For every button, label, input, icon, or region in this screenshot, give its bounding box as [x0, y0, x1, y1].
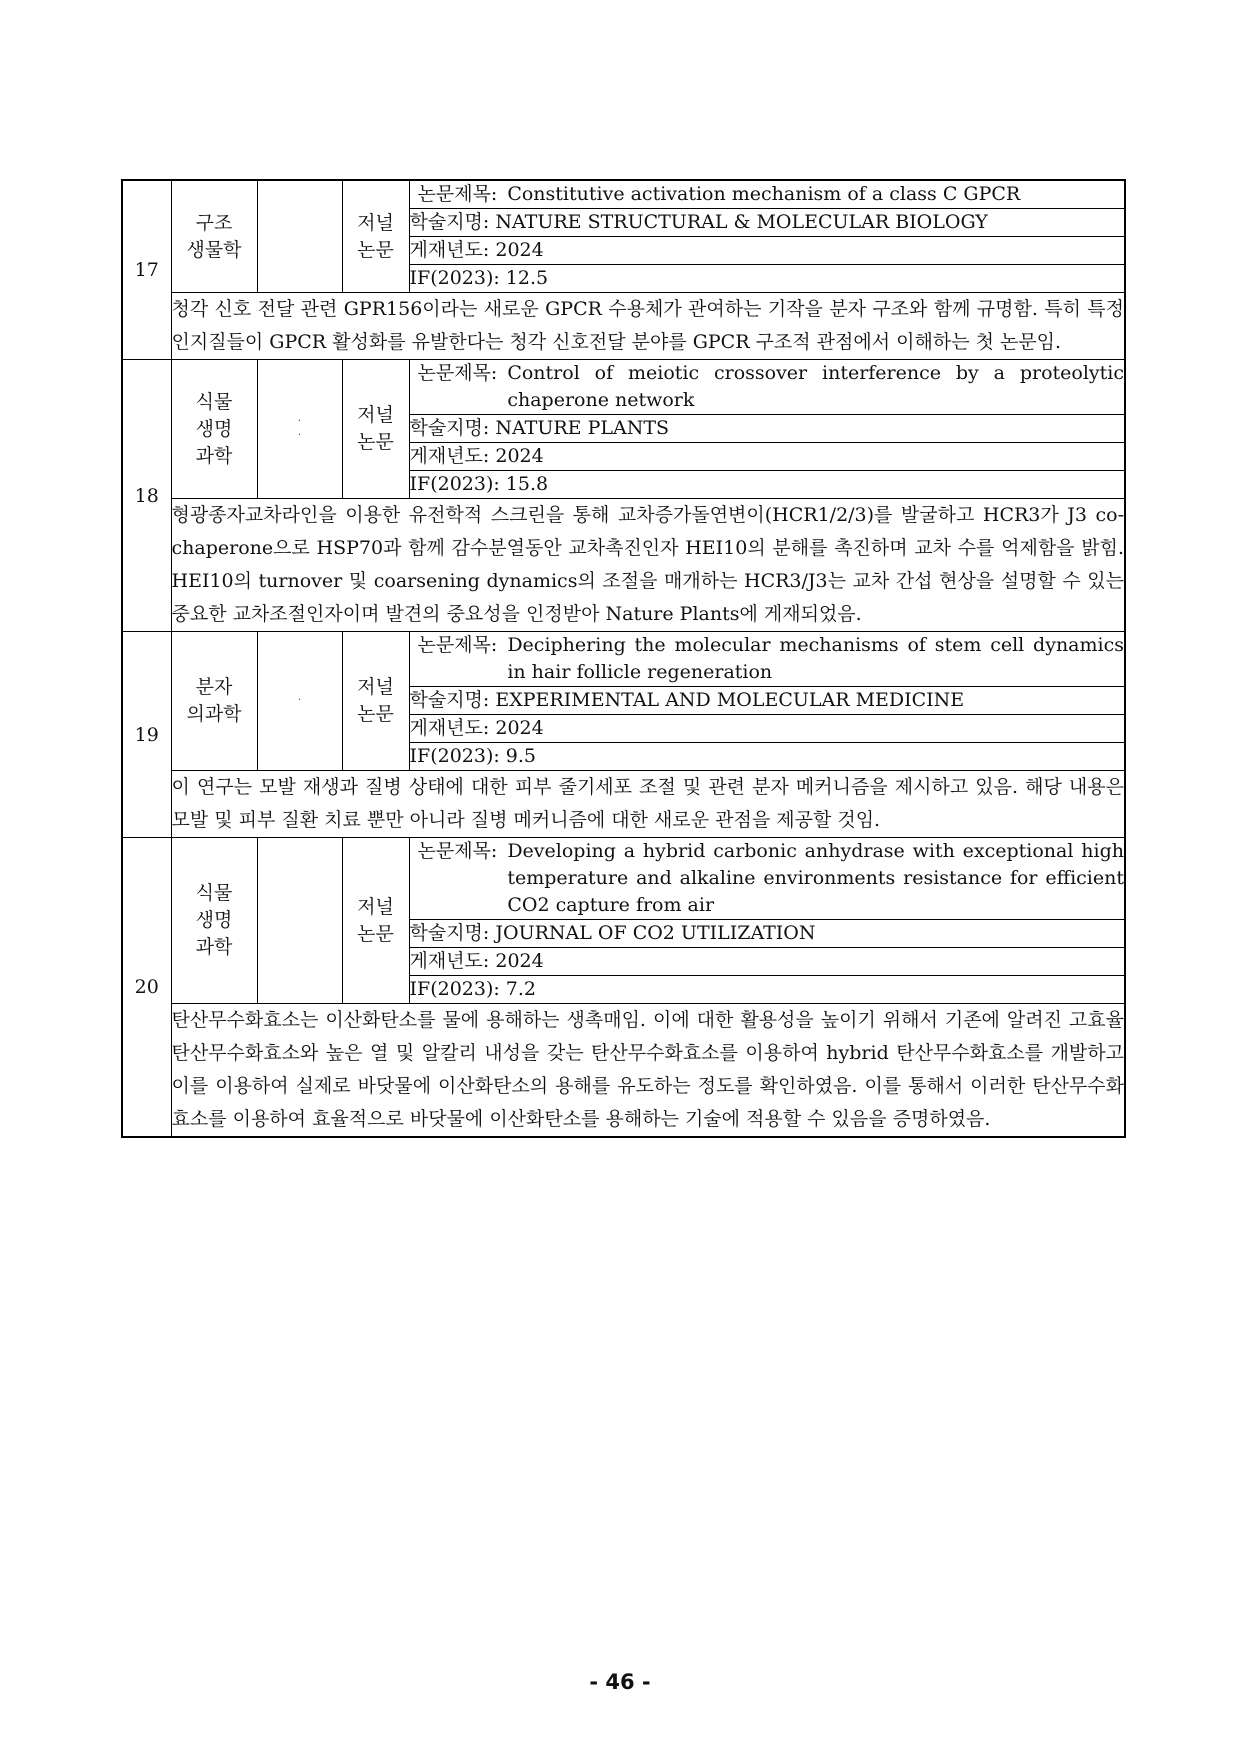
entry-18-description-row [122, 499, 1125, 632]
entry-18-title-row [122, 360, 1125, 415]
field-line: 생명 [195, 909, 233, 931]
journal-label: 학술지명: [409, 922, 490, 944]
year-cell [409, 948, 1125, 976]
journal-cell [409, 920, 1125, 948]
paper-title-cell [409, 632, 1125, 687]
paper-title-label: 논문제목: [417, 840, 498, 862]
impact-factor-value: IF(2023): 7.2 [409, 978, 537, 1000]
paper-title-cell [409, 360, 1125, 415]
year-label: 게재년도: [409, 239, 490, 261]
field-line: 생물학 [186, 238, 242, 261]
field-line: 분자 [195, 676, 233, 698]
research-field [171, 632, 257, 771]
research-description: 형광종자교차라인을 이용한 유전학적 스크린을 통해 교차증가돌연변이(HCR1/2/3)를 발굴하고 HCR3가 J3 co-chaperone으로 HSP70과 함께 감수분열동안 교차촉진인자 HEI10의 분해를 촉진하며 교차 수를 억제함을 밝힘. HEI10의 turnover 및 coarsening dynamics의 조절을 매개하는 HCR3/J3는 교차 간섭 현상을 설명할 수 있는 중요한 교차조절인자이며 발견의 중요성을 인정받아 Nature Plants에 게재되었음. [171, 499, 1125, 632]
entry-number: 17 [122, 180, 171, 360]
year-value: 2024 [495, 950, 544, 972]
paper-title-cell [409, 180, 1125, 209]
entry-number: 18 [122, 360, 171, 632]
type-line: 논문 [357, 431, 394, 453]
year-cell [409, 237, 1125, 265]
impact-factor-value: IF(2023): 15.8 [409, 473, 549, 495]
blank-cell [257, 632, 342, 771]
type-line: 저널 [357, 404, 394, 426]
year-label: 게재년도: [409, 950, 490, 972]
impact-factor-cell [409, 743, 1125, 771]
blank-cell [257, 360, 342, 499]
research-field [171, 360, 257, 499]
year-value: 2024 [495, 239, 544, 261]
type-line: 저널 [357, 676, 394, 698]
paper-title-label: 논문제목: [417, 362, 498, 384]
type-line: 논문 [357, 922, 394, 945]
blank-cell [257, 838, 342, 1004]
dot-mark: · [297, 695, 302, 706]
field-line: 생명 [195, 417, 233, 440]
entry-number: 20 [122, 838, 171, 1138]
journal-cell [409, 415, 1125, 443]
year-label: 게재년도: [409, 717, 490, 739]
field-line: 과학 [195, 444, 233, 467]
paper-title-label: 논문제목: [417, 634, 498, 656]
journal-value: EXPERIMENTAL AND MOLECULAR MEDICINE [495, 689, 965, 711]
research-field [171, 838, 257, 1004]
blank-cell [257, 180, 342, 293]
field-line: 의과학 [186, 703, 242, 725]
type-line: 저널 [357, 895, 394, 918]
research-description: 탄산무수화효소는 이산화탄소를 물에 용해하는 생촉매임. 이에 대한 활용성을 높이기 위해서 기존에 알려진 고효율 탄산무수화효소와 높은 열 및 알칼리 내성을 갖는 탄산무수화효소를 이용하여 hybrid 탄산무수화효소를 개발하고 이를 이용하여 실제로 바닷물에 이산화탄소의 용해를 유도하는 정도를 확인하였음. 이를 통해서 이러한 탄산무수화효소를 이용하여 효율적으로 바닷물에 이산화탄소를 용해하는 기술에 적용할 수 있음을 증명하였음. [171, 1004, 1125, 1138]
publication-type [342, 360, 409, 499]
year-cell [409, 715, 1125, 743]
journal-label: 학술지명: [409, 211, 490, 233]
year-value: 2024 [495, 717, 544, 739]
journal-label: 학술지명: [409, 417, 490, 439]
journal-value: NATURE PLANTS [495, 417, 670, 439]
paper-title-cell [409, 838, 1125, 920]
research-description: 이 연구는 모발 재생과 질병 상태에 대한 피부 줄기세포 조절 및 관련 분자 메커니즘을 제시하고 있음. 해당 내용은 모발 및 피부 질환 치료 뿐만 아니라 질병 메커니즘에 대한 새로운 관점을 제공할 것임. [171, 771, 1125, 838]
type-line: 저널 [357, 211, 394, 234]
year-cell [409, 443, 1125, 471]
field-line: 식물 [195, 882, 233, 904]
entry-19-description-row [122, 771, 1125, 838]
publication-type [342, 838, 409, 1004]
type-line: 논문 [357, 703, 394, 725]
entry-20-title-row [122, 838, 1125, 920]
journal-value: NATURE STRUCTURAL & MOLECULAR BIOLOGY [495, 211, 988, 233]
journal-cell [409, 209, 1125, 237]
paper-title: Control of meiotic crossover interference by a proteolytic chaperone network [507, 362, 1124, 411]
journal-label: 학술지명: [409, 689, 490, 711]
achievement-table [121, 179, 1126, 1138]
dot-mark: · [297, 416, 302, 427]
paper-title: Deciphering the molecular mechanisms of stem cell dynamics in hair follicle regeneration [507, 634, 1124, 683]
field-line: 구조 [195, 211, 233, 234]
paper-title: Constitutive activation mechanism of a class C GPCR [507, 183, 1021, 205]
publication-type [342, 180, 409, 293]
impact-factor-cell [409, 471, 1125, 499]
year-label: 게재년도: [409, 445, 490, 467]
journal-cell [409, 687, 1125, 715]
journal-value: JOURNAL OF CO2 UTILIZATION [495, 922, 816, 944]
paper-title: Developing a hybrid carbonic anhydrase with exceptional high temperature and alkaline environments resistance for efficient CO2 capture from air [507, 840, 1124, 916]
entry-17-description-row [122, 293, 1125, 360]
publication-type [342, 632, 409, 771]
impact-factor-cell [409, 265, 1125, 293]
research-description: 청각 신호 전달 관련 GPR156이라는 새로운 GPCR 수용체가 관여하는 기작을 분자 구조와 함께 규명함. 특히 특정 인지질들이 GPCR 활성화를 유발한다는 청각 신호전달 분야를 GPCR 구조적 관점에서 이해하는 첫 논문임. [171, 293, 1125, 360]
type-line: 논문 [357, 238, 394, 261]
entry-number: 19 [122, 632, 171, 838]
field-line: 과학 [195, 936, 233, 958]
page-number: - 46 - [589, 1670, 651, 1694]
research-field [171, 180, 257, 293]
dot-mark: · [297, 430, 302, 441]
impact-factor-value: IF(2023): 9.5 [409, 745, 537, 767]
year-value: 2024 [495, 445, 544, 467]
field-line: 식물 [195, 390, 233, 413]
impact-factor-value: IF(2023): 12.5 [409, 267, 549, 289]
entry-19-title-row [122, 632, 1125, 687]
entry-17-title-row [122, 180, 1125, 209]
entry-20-description-row [122, 1004, 1125, 1138]
paper-title-label: 논문제목: [417, 183, 498, 205]
impact-factor-cell [409, 976, 1125, 1004]
